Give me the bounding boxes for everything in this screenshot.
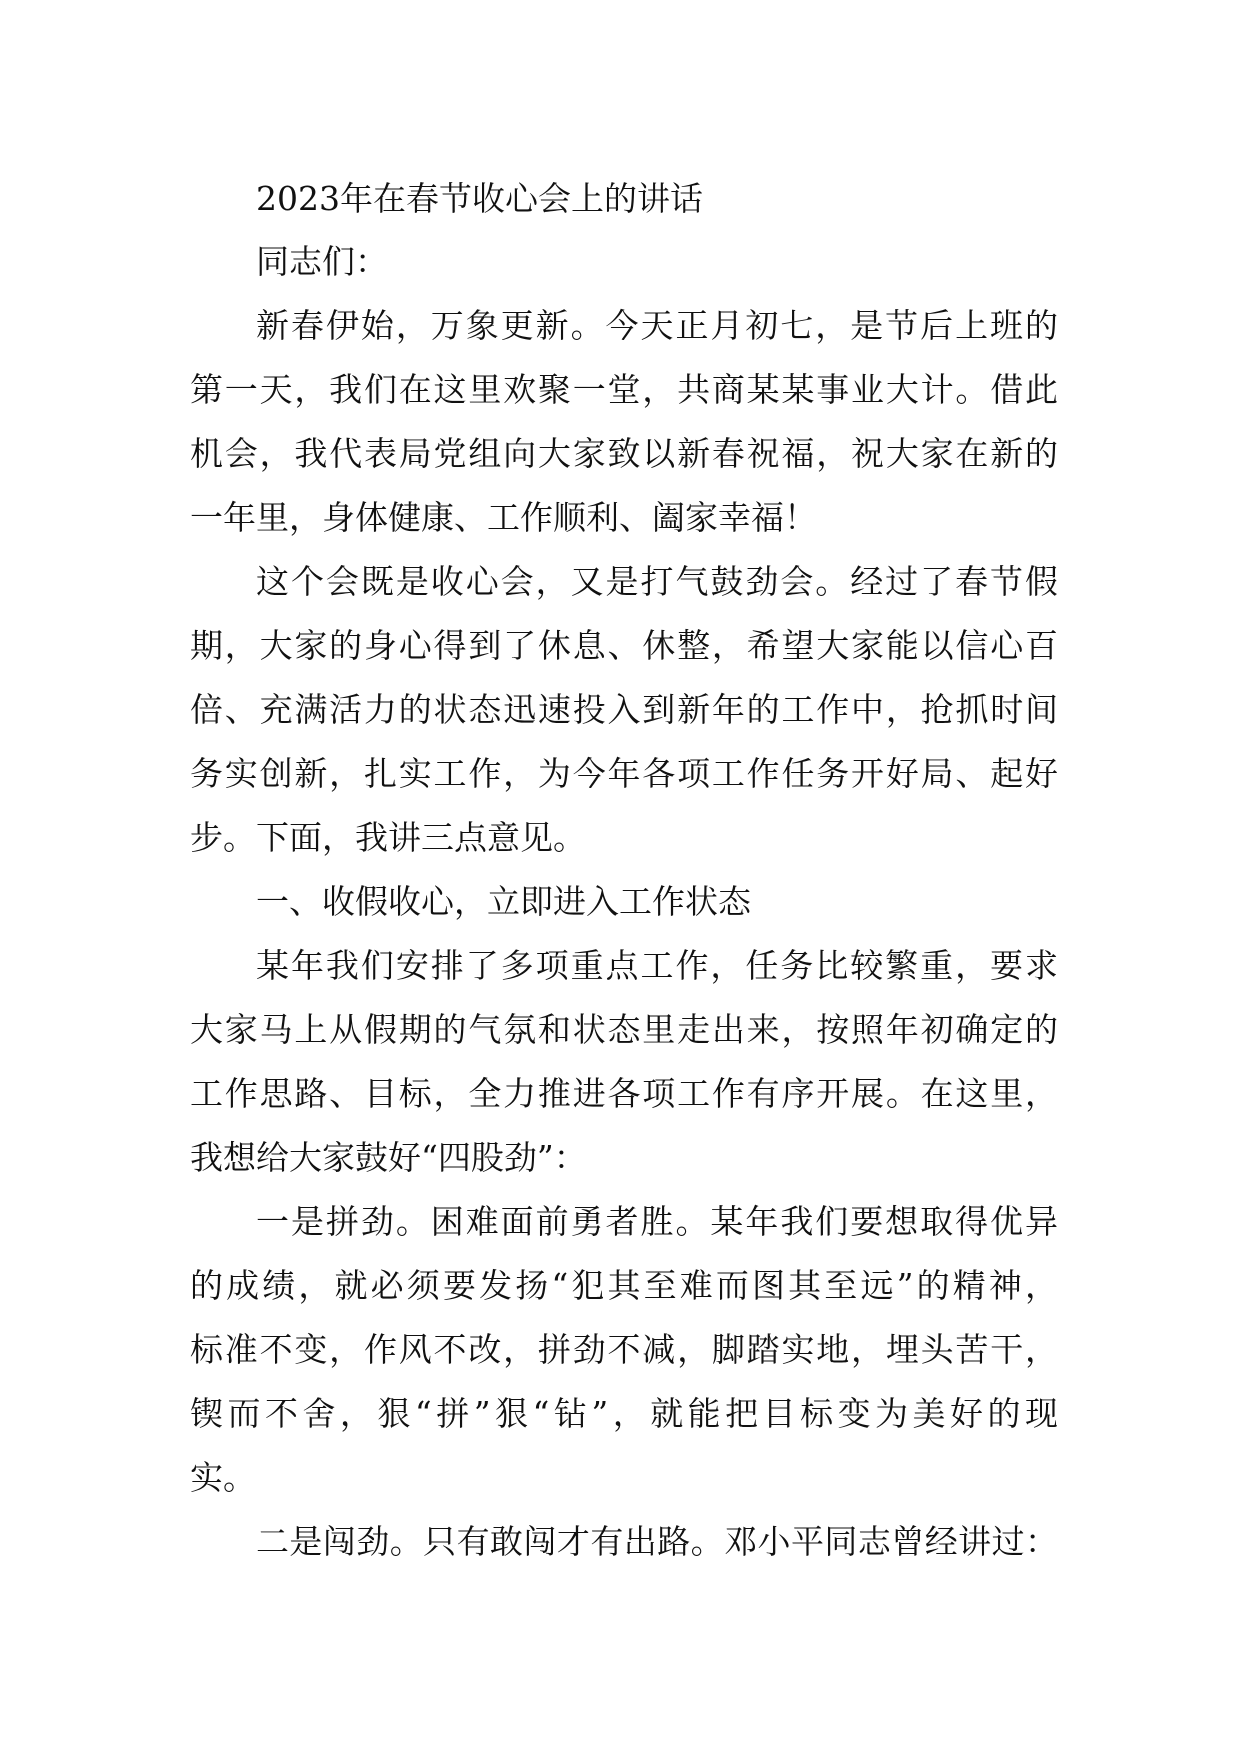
paragraph-line: 务实创新，扎实工作，为今年各项工作任务开好局、起好 [190, 754, 1058, 793]
paragraph-line: 二是闯劲。只有敢闯才有出路。邓小平同志曾经讲过： [256, 1522, 1058, 1561]
paragraph-line: 某年我们安排了多项重点工作，任务比较繁重，要求 [256, 946, 1058, 985]
paragraph-line: 大家马上从假期的气氛和状态里走出来，按照年初确定的 [190, 1010, 1058, 1049]
paragraph-key-tasks [190, 934, 1058, 1190]
paragraph-effort [190, 1190, 1058, 1510]
paragraph-meeting-purpose [190, 550, 1058, 870]
paragraph-courage [190, 1510, 1058, 1574]
section-heading-1: 一、收假收心，立即进入工作状态 [256, 882, 751, 921]
paragraph-line: 第一天，我们在这里欢聚一堂，共商某某事业大计。借此 [190, 370, 1058, 409]
paragraph-line: 新春伊始，万象更新。今天正月初七，是节后上班的 [256, 306, 1058, 345]
paragraph-line: 期，大家的身心得到了休息、休整，希望大家能以信心百 [190, 626, 1058, 665]
paragraph-line: 一是拼劲。困难面前勇者胜。某年我们要想取得优异 [256, 1202, 1058, 1241]
salutation: 同志们： [256, 242, 388, 281]
paragraph-opening [190, 294, 1058, 550]
paragraph-line: 锲而不舍，狠“拼”狠“钻”，就能把目标变为美好的现 [190, 1394, 1058, 1433]
paragraph-line: 实。 [190, 1458, 256, 1497]
paragraph-line: 工作思路、目标，全力推进各项工作有序开展。在这里， [190, 1074, 1058, 1113]
paragraph-line: 的成绩，就必须要发扬“犯其至难而图其至远”的精神， [190, 1266, 1058, 1305]
paragraph-line: 我想给大家鼓好“四股劲”： [190, 1138, 587, 1177]
paragraph-line: 步。下面，我讲三点意见。 [190, 818, 586, 857]
paragraph-line: 一年里，身体健康、工作顺利、阖家幸福！ [190, 498, 817, 537]
paragraph-line: 标准不变，作风不改，拼劲不减，脚踏实地，埋头苦干， [190, 1330, 1058, 1369]
document-body [190, 168, 1058, 1574]
document-title: 2023年在春节收心会上的讲话 [256, 179, 703, 218]
paragraph-line: 倍、充满活力的状态迅速投入到新年的工作中，抢抓时间 [190, 690, 1058, 729]
paragraph-line: 机会，我代表局党组向大家致以新春祝福，祝大家在新的 [190, 434, 1058, 473]
paragraph-line: 这个会既是收心会，又是打气鼓劲会。经过了春节假 [256, 562, 1058, 601]
